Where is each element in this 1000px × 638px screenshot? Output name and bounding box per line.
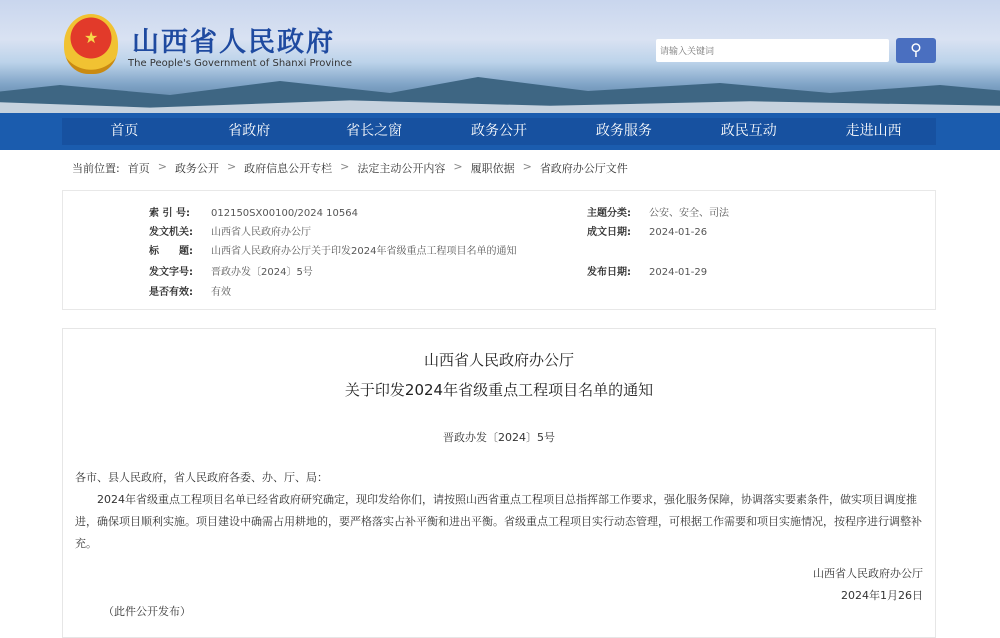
index-number: 012150SX00100/2024 10564	[211, 208, 358, 219]
main-nav	[0, 113, 1000, 150]
search-button[interactable]	[896, 38, 936, 63]
label: 成文日期:	[587, 227, 631, 238]
nav-open-affairs[interactable]: 政务公开	[471, 123, 527, 139]
breadcrumb-item[interactable]: 政务公开	[174, 162, 219, 175]
breadcrumb-label: 当前位置:	[72, 162, 120, 175]
nav-government[interactable]: 省政府	[228, 123, 271, 139]
breadcrumb-item[interactable]: 履职依据	[470, 162, 515, 175]
label: 索 引 号:	[149, 208, 190, 219]
nav-services[interactable]: 政务服务	[595, 123, 652, 139]
site-subtitle: The People's Government of Shanxi Province	[128, 58, 353, 69]
breadcrumb-item[interactable]: 省政府办公厅文件	[539, 162, 628, 175]
nav-home[interactable]: 首页	[110, 123, 139, 139]
site-title[interactable]: 山西省人民政府	[132, 27, 335, 58]
doc-heading-issuer: 山西省人民政府办公厅	[423, 351, 574, 369]
topic: 公安、安全、司法	[649, 208, 729, 219]
breadcrumb-item[interactable]: 法定主动公开内容	[357, 162, 446, 175]
nav-about-shanxi[interactable]: 走进山西	[845, 123, 902, 139]
doc-title: 山西省人民政府办公厅关于印发2024年省级重点工程项目名单的通知	[211, 246, 517, 257]
written-date: 2024-01-26	[649, 227, 708, 238]
breadcrumb-item[interactable]: 政府信息公开专栏	[244, 162, 333, 175]
label: 主题分类:	[587, 208, 631, 219]
label: 发布日期:	[587, 267, 631, 278]
validity: 有效	[211, 287, 231, 298]
doc-number: 晋政办发〔2024〕5号	[211, 267, 313, 278]
document-content	[62, 328, 936, 638]
nav-governor[interactable]: 省长之窗	[346, 123, 403, 139]
doc-heading-title: 关于印发2024年省级重点工程项目名单的通知	[344, 381, 654, 399]
label: 标 题:	[149, 246, 193, 257]
signer: 山西省人民政府办公厅	[813, 567, 923, 580]
body-paragraph: 2024年省级重点工程项目名单已经省政府研究确定，现印发给你们，请按照山西省重点工程项目总指挥部工作要求，强化服务保障，协调落实要素条件，做实项目调度推进，确保项目顺利实施。项目建设中确需占用耕地的，要严格落实占补平衡和进出平衡。省级重点工程项目实行动态管理，可根据工作需要和项目实施情况，按程序进行调整补充。	[75, 493, 922, 550]
publish-date: 2024-01-29	[649, 267, 708, 278]
breadcrumb-item[interactable]: 首页	[127, 162, 150, 175]
breadcrumb: 当前位置: 首页 > 政务公开 > 政府信息公开专栏 > 法定主动公开内容 > 履职依据 > 省政府办公厅文件	[72, 160, 628, 175]
publication-note: （此件公开发布）	[103, 605, 191, 618]
label: 是否有效:	[149, 287, 193, 298]
salutation: 各市、县人民政府，省人民政府各委、办、厅、局：	[75, 471, 328, 484]
sign-date: 2024年1月26日	[841, 589, 923, 602]
doc-number-line: 晋政办发〔2024〕5号	[443, 431, 555, 444]
search-input[interactable]	[656, 39, 889, 62]
national-emblem-logo[interactable]: ★	[64, 14, 118, 74]
site-header	[0, 0, 1000, 113]
search-icon: ⚲	[910, 40, 922, 59]
document-metadata	[62, 190, 936, 310]
issuer: 山西省人民政府办公厅	[211, 227, 311, 238]
nav-interaction[interactable]: 政民互动	[720, 123, 777, 139]
label: 发文机关:	[149, 227, 193, 238]
label: 发文字号:	[149, 267, 193, 278]
